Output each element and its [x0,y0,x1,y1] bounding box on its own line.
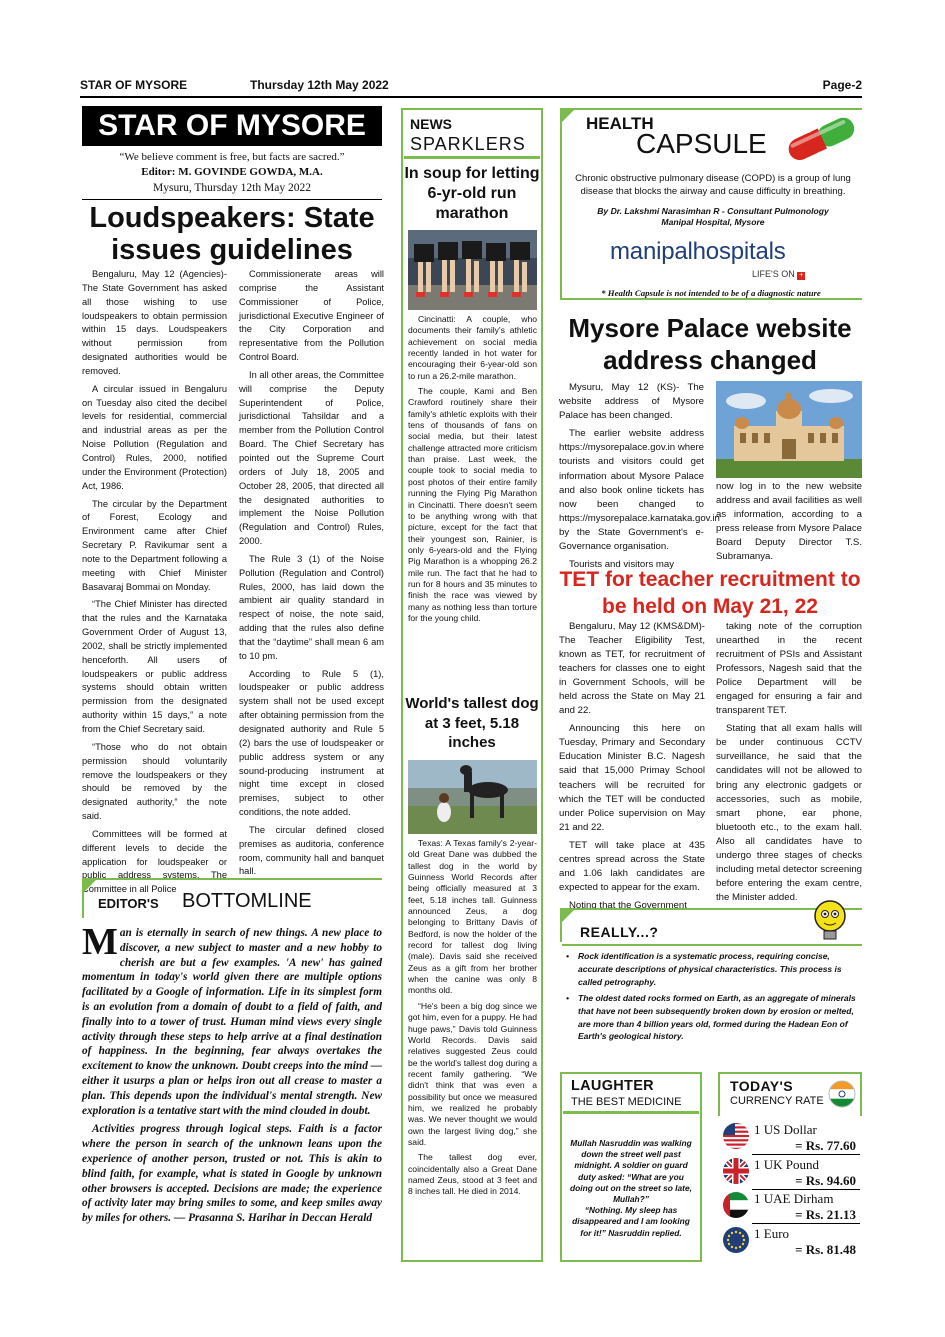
tet-headline: TET for teacher recruitment to be held on May 21, 22 [559,568,861,618]
sparklers-story2-paragraph: “He's been a big dog since we got him, even for a puppy. He had huge paws,” Davis told Guinness World Records. Davis said relatives suggested Zeus could be the world's tallest dog during a recent family gathering. “We didn't think that was even a possibility but once we measured him, we realized he probably was. We never thought we would own the largest living dog,” she said. [408,1000,537,1147]
tet-column-1 [559,620,705,917]
bottomline-label-bold: EDITOR'S [98,896,159,911]
lead-column-1 [82,268,227,901]
tet-col1-paragraph: Bengaluru, May 12 (KMS&DM)- The Teacher Eligibility Test, known as TET, for recruitment of teachers for classes one to eight in Government Schools, will be held across the State on May 21 and 22. [559,621,705,717]
manipal-logo: manipalhospitals [610,238,786,265]
sparklers-label-bold: NEWS [410,116,452,132]
bottomline-para-1-text: an is eternally in search of new things. A new place to discover, a new subject to master and a new hobby to cherish are but a few examples. 'A new' has gained momentum in today's world given there are multiple options facilitated by a Google of information. Life in its simplest form is an evolution from a domain of doubt to a field of faith, and finally into to a tower of trust. Human mind views every single activity through these steps to help arrive at a final destination of happiness. In the beginning, fear always overtakes the excitement to know the unknown. Doubt creeps into the mind — either it usurps a plan or helps iron out all crease to master a plan. This depends upon the individual's mental strength. New exploration is a tentative start with the mind clouded in doubt. [82,927,382,1117]
lead-col2-paragraph: According to Rule 5 (1), loudspeaker or public address system shall not be used except after obtaining permission from the designated authority and Rule 5 (2) bars the use of loudspeaker or public address system or any sound-producing instrument at night time except in closed premises, subject to other conditions, the note added. [239,668,384,818]
health-label-bold: HEALTH [586,114,654,133]
sparklers-divider [404,156,540,159]
sparklers-story1-paragraph: Cincinatti: A couple, who documents their family's athletic achievement on social media recently landed in hot water for encouraging their 6-year-old son to run a 26.2-mile marathon. [408,314,537,381]
sparklers-story1-headline: In soup for letting 6-yr-old run marathon [404,165,540,222]
masthead-dateline: Mysuru, Thursday 12th May 2022 [153,182,311,194]
header-date: Thursday 12th May 2022 [250,78,389,92]
lead-col2-paragraph: The circular defined closed premises as auditoria, conference room, community hall and banquet hall. [239,824,384,877]
eu-flag-icon [722,1226,750,1254]
lead-headline: Loudspeakers: State issues guidelines [89,202,375,266]
lead-col1-paragraph: “Those who do not obtain permission should voluntarily remove the loudspeakers or they should be removed by the designated authority,” the note said. [82,741,227,822]
palace-column-1 [559,381,720,576]
laughter-label-bold: LAUGHTER [571,1078,654,1094]
lead-col1-paragraph: “The Chief Minister has directed that the rules and the Karnataka Government Order of August 13, 2002, shall be strictly implemented henceforth. All users of loudspeakers or public address systems should obtain written permission from the designated authority within 15 days,” a note from the Chief Secretary said. [82,599,227,734]
lightbulb-mascot-icon [810,898,850,944]
marathon-photo [408,230,537,310]
bottomline-label-light: BOTTOMLINE [182,890,312,912]
bottomline-para-2: Activities progress through logical steps. Faith is a factor where the person in search of the unknown leans upon the experience of another person, trusted or not. This is akin to blind faith, for example, what is stated in Google by unknown other browsers is accepted. Decisions are made; the experience of activity later may bring smiles to some, and keep smiles away by miles for others. — Prasanna S. Harihar in Deccan Herald [82,1123,382,1225]
masthead-motto: “We believe comment is free, but facts are sacred.” [119,151,345,163]
bottomline-para-1 [82,921,382,1118]
currency-divider [752,1223,860,1224]
currency-label-bold: TODAY'S [730,1078,793,1094]
really-list-item: • Rock identification is a systematic process, requiring concise, accurate descriptions of physical characteristics. This process is called petrography. [564,950,862,989]
laughter-label-light: THE BEST MEDICINE [571,1096,682,1108]
lead-col1-paragraph: A circular issued in Bengaluru on Tuesday also cited the decibel levels for residential, commercial and industrial areas as per the Noise Pollution (Regulation and Control) Rules, 2000, notified under the Environment (Protection) Act, 1986. [82,383,227,491]
lead-col1-paragraph: The circular by the Department of Forest, Ecology and Environment came after Chief Secretary P. Ravikumar sent a note to the Department following a meeting with Chief Minister Basavaraj Bommai on Monday. [82,498,227,592]
lead-column-2 [239,268,384,883]
health-label-light: CAPSULE [636,128,767,159]
currency-name-aed: 1 UAE Dirham [754,1191,834,1206]
really-label: REALLY...? [580,924,659,940]
header-page-number: Page-2 [822,78,862,92]
currency-name-eur: 1 Euro [754,1226,790,1241]
health-disclaimer: * Health Capsule is not intended to be of a diagnostic nature [601,288,821,298]
sparklers-story2-paragraph: Texas: A Texas family's 2-year-old Great Dane was dubbed the tallest dog in the world by Guinness World Records after being officially measured at 3 feet, 5.18 inches tall. Guinness announced Zeus, a dog belonging to Brittany Davis of Bedford, is now the holder of the record for tallest dog living (male). Davis said she received Zeus as a gift from her brother when the canine was only 8 months old. [408,838,537,996]
palace-col1-paragraph: Tourists and visitors may [569,559,675,571]
sparklers-story1-paragraph: The couple, Kami and Ben Crawford routinely share their family's athletic exploits with their tens of thousands of fans on social media, but their latest challenge attracted more criticism than praise. Last week, the couple took to social media to post photos of their entire family running the Flying Pig Marathon in Cincinatti. There doesn't seem to be anything wrong with that picture, except for the fact that their youngest son, Rainier, is only 6-years-old and the Flying Pig Marathon is a whopping 26.2 mile run. The fact that he had to run for 8 hours and 35 minutes to finish the race was viewed by many as nothing less than torture for the young child. [408,386,537,623]
sparklers-story2-headline: World's tallest dog at 3 feet, 5.18 inches [405,695,539,751]
health-byline [564,206,862,228]
tet-col1-paragraph: Noting that the Government [569,899,687,911]
tallest-dog-image [408,760,537,834]
really-list-item: • The oldest dated rocks formed on Earth, as an aggregate of minerals that have not been subsequently broken down by erosion or melted, are more than 4 billion years old, formed during the Hadean Eon of Earth's geological history. [564,992,862,1044]
masthead-rule [82,199,382,200]
uae-flag-icon [722,1191,750,1219]
lead-col1-paragraph: Bengaluru, May 12 (Agencies)- The State Government has asked all those wishing to use loudspeakers to obtain permission within 15 days. Loudspeakers without permission from designated authorities would be removed. [82,269,227,376]
manipal-tagline-text: LIFE'S ON [752,269,795,279]
health-text: Chronic obstructive pulmonary disease (COPD) is a group of lung disease that blocks the airway and cause difficulty in breathing. [575,173,851,197]
health-byline-hospital: Manipal Hospital, Mysore [661,217,765,227]
bottomline-dropcap: M [82,921,118,963]
currency-divider [752,1154,860,1155]
palace-col1-paragraph: Mysuru, May 12 (KS)- The website address of Mysore Palace has been changed. [559,382,704,422]
really-corner-mark [560,908,576,924]
pill-capsule-icon [780,112,862,164]
currency-rate-aed: = Rs. 21.13 [795,1207,856,1222]
really-rule [562,944,862,946]
bottomline-header-box [82,878,382,918]
us-flag-icon [722,1122,750,1150]
tet-col2-paragraph: Stating that all exam halls will be under continuous CCTV surveillance, he said that the candidates will not be allowed to bring any electronic gadgets or accessories, such as mobile, smart phone, ear phone, bluetooth etc., to the exam hall. Also all candidates have to undergo three stages of checks including metal detector screening before entering the exam centre, the Minister added. [716,723,862,903]
lead-col2-paragraph: The Rule 3 (1) of the Noise Pollution (Regulation and Control) Rules, 2000, has laid down the ambient air quality standard in respect of noise, the note said, adding that the rules also define that the “daytime” shall mean 6 am to 10 pm. [239,553,384,661]
laughter-divider [563,1111,699,1114]
currency-name-gbp: 1 UK Pound [754,1157,820,1172]
sparklers-story2-body [408,838,537,1202]
palace-photo [716,381,862,478]
tet-column-2 [716,620,862,909]
currency-name-usd: 1 US Dollar [754,1122,817,1137]
manipal-plus-icon: + [799,272,804,279]
header-paper-name: STAR OF MYSORE [80,78,188,92]
health-corner-mark [560,108,576,124]
lead-col2-paragraph: Commissionerate areas will comprise the Assistant Commissioner of Police, jurisdictional Executive Engineer of the City Corporation and representative from the Pollution Control Board. [239,269,384,363]
header-rule [80,96,862,98]
masthead-editor: Editor: M. GOVINDE GOWDA, M.A. [141,166,323,178]
tet-col1-paragraph: TET will take place at 435 centres spread across the State and 1.06 lakh candidates are expected to appear for the exam. [559,839,705,893]
page-header [80,78,862,96]
palace-col1-paragraph: The earlier website address https://mysorepalace.gov.in where tourists and visitors could get information about Mysore Palace and also book online tickets has now been changed to https://mysorepalace.karnataka.gov.in by the State Government's e-Governance organisation. [559,428,720,553]
sparklers-label-light: SPARKLERS [410,134,526,154]
palace-column-2: now log in to the new website address and avail facilities as well as information, according to a press release from Mysore Palace Board Deputy Director T.S. Subramanya. [716,481,862,563]
currency-rate-gbp: = Rs. 94.60 [795,1173,856,1188]
palace-headline: Mysore Palace website address changed [568,313,852,375]
currency-rate-usd: = Rs. 77.60 [795,1138,856,1153]
laughter-text [566,1138,696,1239]
currency-label-light: CURRENCY RATE [730,1095,824,1107]
laughter-joke: Mullah Nasruddin was walking down the street well past midnight. A soldier on guard duty asked: “What are you doing out on the street so late, Mullah?” [570,1138,692,1205]
uk-flag-icon [722,1157,750,1185]
mysore-palace-image [716,381,862,478]
sparklers-story1-body [408,314,537,628]
lead-col1-paragraph: Committees will be formed at different levels to decide the application for loudspeaker or public address systems. The Committee in all Police [82,828,227,895]
lead-col2-paragraph: In all other areas, the Committee will comprise the Deputy Superintendent of Police, jurisdictional Tahsildar and a member from the Pollution Control Board. The Chief Secretary has pointed out the Supreme Court orders of July 18, 2005 and October 28, 2005, that directed all the designated authorities to implement the Noise Pollution (Regulation and Control) Rules, 2000. [239,369,384,547]
laughter-punchline: “Nothing. My sleep has disappeared and I am looking for it!” Nasruddin replied. [572,1205,690,1238]
sparklers-story2-paragraph: The tallest dog ever, coincidentally also a Great Dane named Zeus, stood at 3 feet and 8 inches tall. He died in 2014. [408,1152,537,1197]
bottomline-text [82,921,382,1230]
health-byline-doctor: By Dr. Lakshmi Narasimhan R - Consultant Pulmonology [597,206,829,216]
manipal-tagline [752,269,805,280]
tet-col2-paragraph: taking note of the corruption unearthed in the recent recruitment of PSIs and Assistant Professors, Nagesh said that the Police Department will be engaged for ensuring a fair and transparent TET. [716,621,862,717]
currency-divider [752,1189,860,1190]
tet-col1-paragraph: Announcing this here on Tuesday, Primary and Secondary Education Minister B.C. Nagesh said that 15,000 Primay School teachers will be recruited for which the TET will be conducted under Police supervision on May 21 and 22. [559,723,705,833]
bottomline-corner-mark [82,878,98,894]
india-flag-icon [828,1080,856,1108]
marathon-runners-image [408,230,537,310]
currency-rate-eur: = Rs. 81.48 [795,1242,856,1257]
masthead-title: STAR OF MYSORE [82,106,382,146]
really-list [564,950,862,1046]
dog-photo [408,760,537,834]
